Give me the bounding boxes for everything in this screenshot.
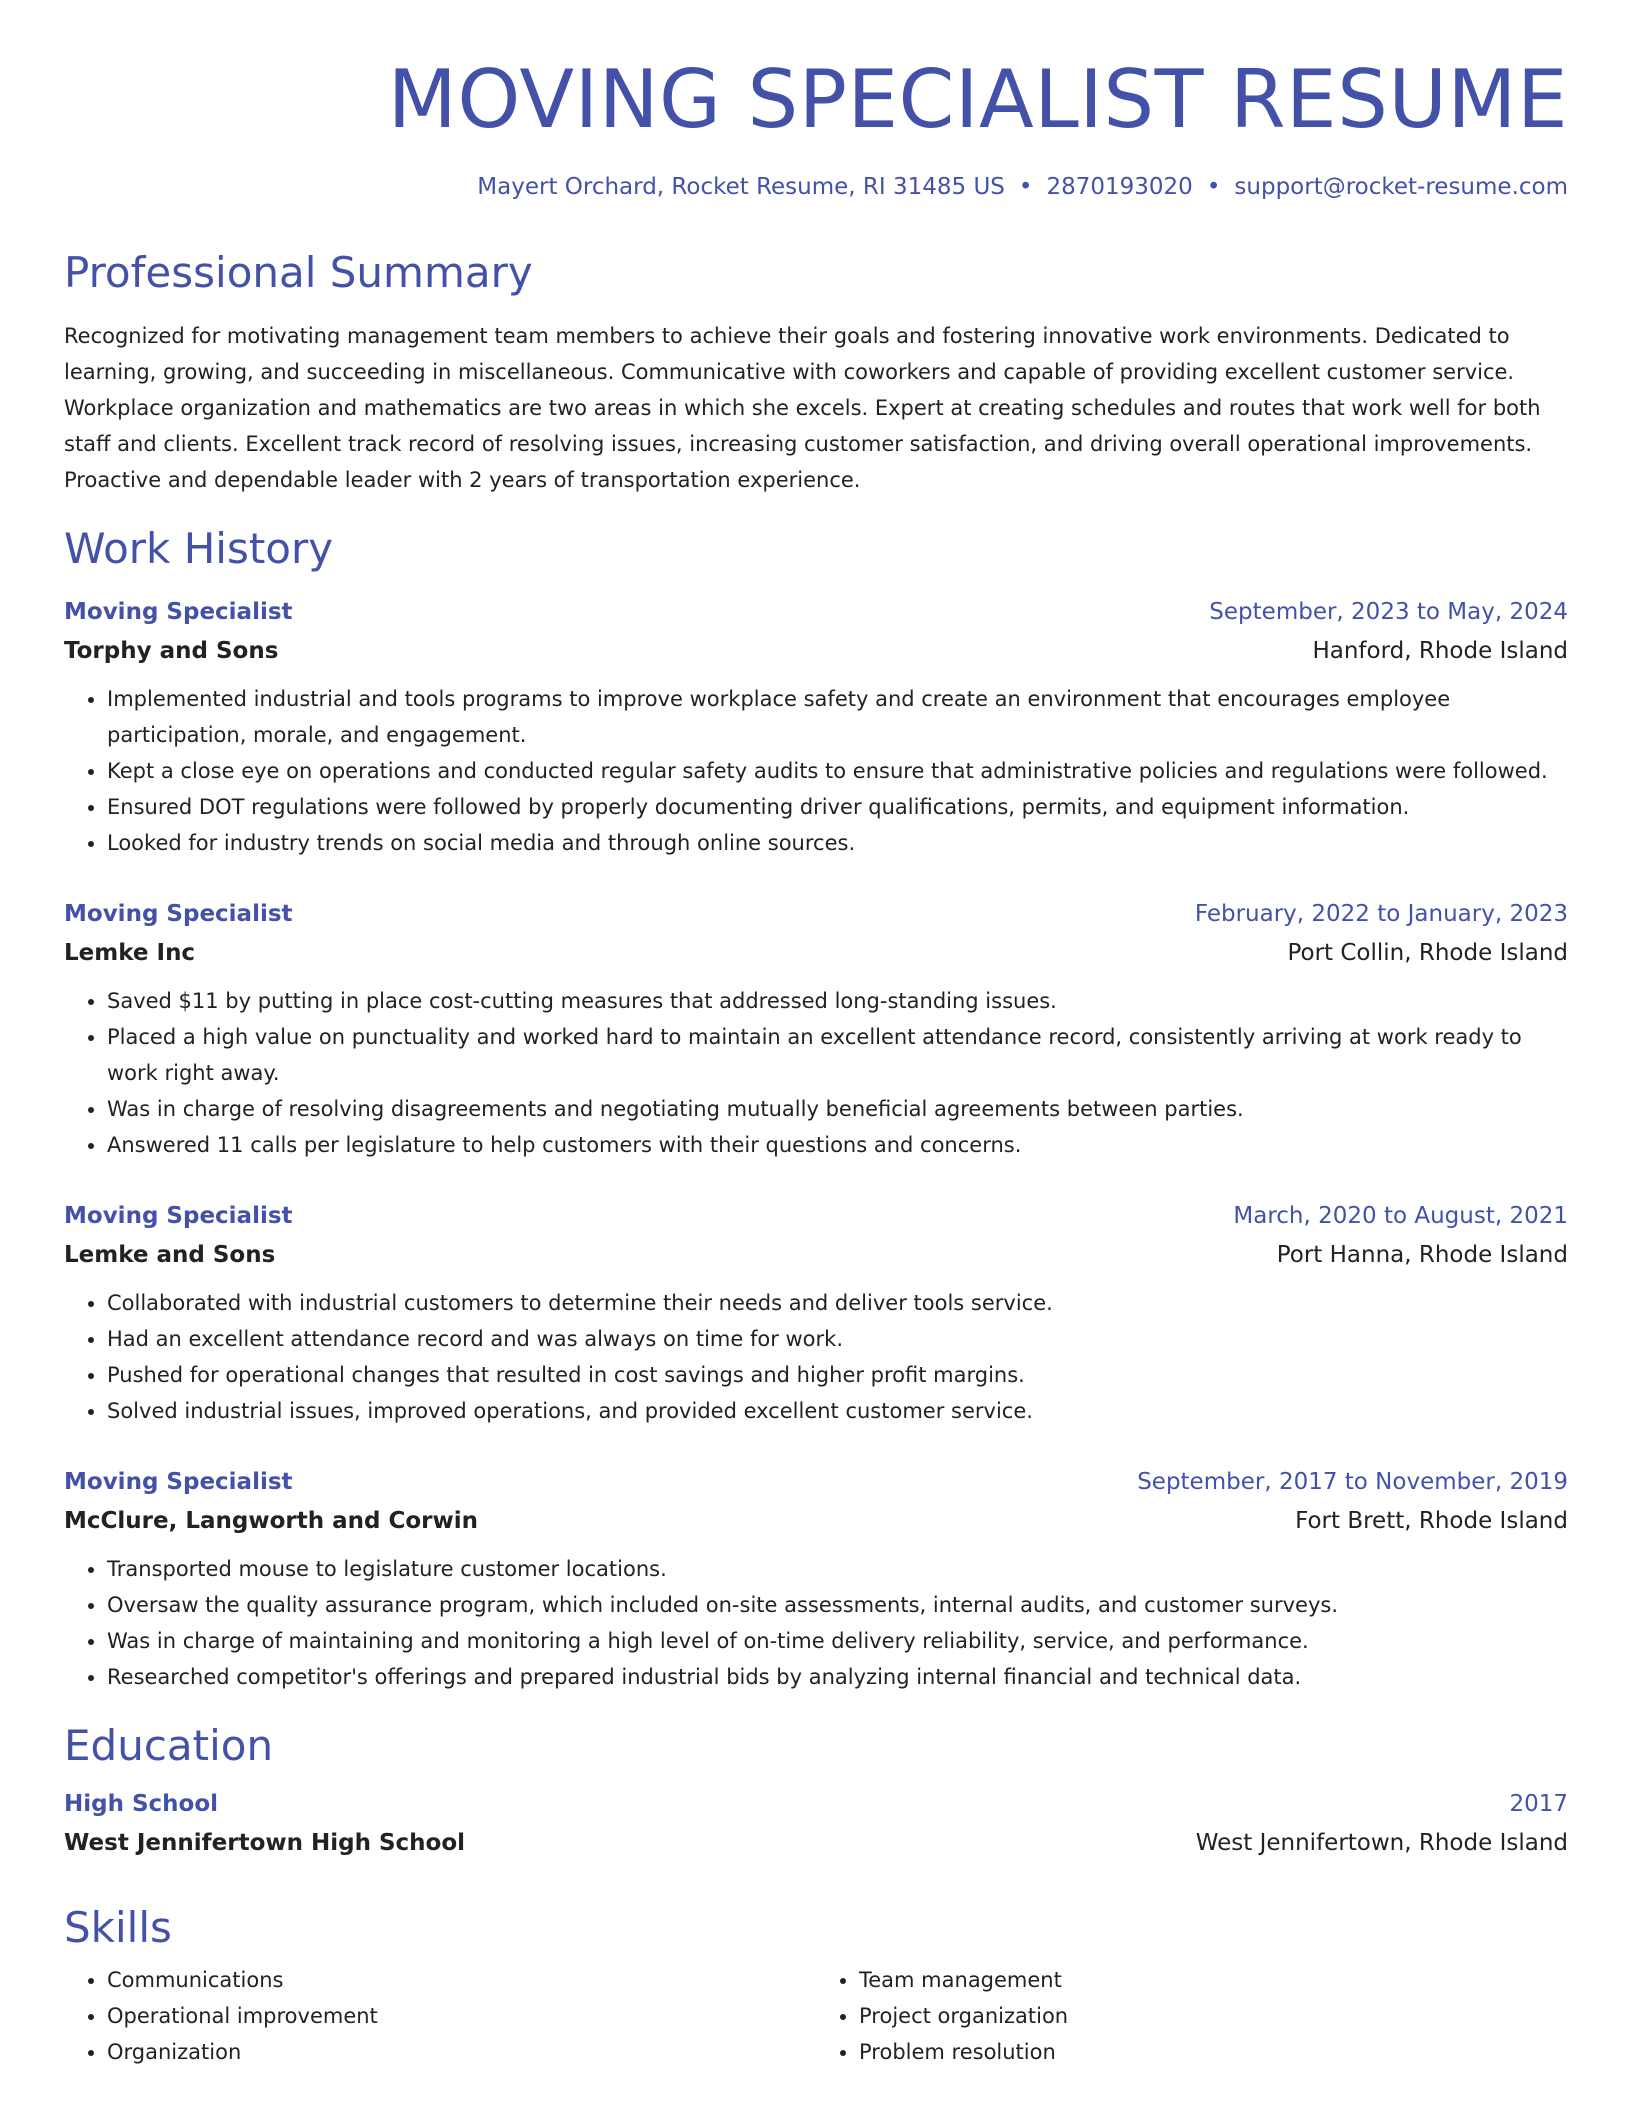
skills-list-left bbox=[64, 1962, 816, 2070]
contact-phone: 2870193020 bbox=[1046, 174, 1193, 200]
job-dates: March, 2020 to August, 2021 bbox=[1233, 1202, 1568, 1229]
job-bullet: • Ensured DOT regulations were followed by properly documenting driver qualifications, permits, and equipment information. bbox=[107, 789, 1568, 825]
job-bullet: • Transported mouse to legislature customer locations. bbox=[107, 1551, 1568, 1587]
skill-item: • Project organization bbox=[859, 1998, 1568, 2034]
job-bullet: • Was in charge of maintaining and monitoring a high level of on-time delivery reliability, service, and performance. bbox=[107, 1623, 1568, 1659]
work-history-list bbox=[64, 593, 1568, 1695]
job-bullet: • Looked for industry trends on social media and through online sources. bbox=[107, 825, 1568, 861]
job-entry bbox=[64, 1463, 1568, 1695]
contact-address: Mayert Orchard, Rocket Resume, RI 31485 US bbox=[477, 174, 1005, 200]
job-bullets bbox=[64, 1551, 1568, 1695]
job-bullet: • Solved industrial issues, improved operations, and provided excellent customer service. bbox=[107, 1393, 1568, 1429]
resume-title: MOVING SPECIALIST RESUME bbox=[387, 53, 1568, 146]
summary-text: Recognized for motivating management team members to achieve their goals and fostering innovative work environments. Dedicated to learning, growing, and succeeding in miscellaneous. Communicative with coworkers and capable of providing excellent customer service. Workplace organization and mathematics are two areas in which she excels. Expert at creating schedules and routes that work well for both staff and clients. Excellent track record of resolving issues, increasing customer satisfaction, and driving overall operational improvements. Proactive and dependable leader with 2 years of transportation experience. bbox=[64, 324, 1541, 493]
skill-item: • Problem resolution bbox=[859, 2034, 1568, 2070]
job-bullets bbox=[64, 1285, 1568, 1429]
job-location: Hanford, Rhode Island bbox=[1312, 637, 1568, 664]
skills-list-right bbox=[816, 1962, 1568, 2070]
skill-item: • Communications bbox=[107, 1962, 816, 1998]
job-bullet: • Placed a high value on punctuality and worked hard to maintain an excellent attendance record, consistently arriving at work ready to work right away. bbox=[107, 1019, 1568, 1091]
skills-heading: Skills bbox=[64, 1903, 172, 1953]
job-entry bbox=[64, 895, 1568, 1163]
skills-columns bbox=[64, 1962, 1568, 2070]
job-employer: Lemke and Sons bbox=[64, 1241, 276, 1268]
job-role: Moving Specialist bbox=[64, 1202, 293, 1229]
summary-heading: Professional Summary bbox=[64, 248, 533, 297]
job-dates: February, 2022 to January, 2023 bbox=[1194, 900, 1568, 927]
job-bullet: • Kept a close eye on operations and conducted regular safety audits to ensure that administrative policies and regulations were followed. bbox=[107, 753, 1568, 789]
job-employer: McClure, Langworth and Corwin bbox=[64, 1507, 479, 1534]
contact-email: support@rocket-resume.com bbox=[1234, 174, 1568, 200]
job-bullet: • Was in charge of resolving disagreements and negotiating mutually beneficial agreements between parties. bbox=[107, 1091, 1568, 1127]
job-bullet: • Researched competitor's offerings and prepared industrial bids by analyzing internal financial and technical data. bbox=[107, 1659, 1568, 1695]
job-dates: September, 2017 to November, 2019 bbox=[1137, 1468, 1568, 1495]
job-employer: Torphy and Sons bbox=[64, 637, 279, 664]
contact-line bbox=[64, 174, 1568, 200]
education-school: West Jennifertown High School bbox=[64, 1830, 466, 1857]
job-entry bbox=[64, 1197, 1568, 1429]
job-location: Port Hanna, Rhode Island bbox=[1276, 1241, 1568, 1268]
education-degree: High School bbox=[64, 1791, 219, 1818]
job-bullet: • Had an excellent attendance record and was always on time for work. bbox=[107, 1321, 1568, 1357]
job-location: Fort Brett, Rhode Island bbox=[1295, 1507, 1568, 1534]
job-bullet: • Collaborated with industrial customers to determine their needs and deliver tools service. bbox=[107, 1285, 1568, 1321]
job-role: Moving Specialist bbox=[64, 1468, 293, 1495]
education-location: West Jennifertown, Rhode Island bbox=[1195, 1830, 1568, 1857]
job-bullet: • Oversaw the quality assurance program, which included on-site assessments, internal audits, and customer surveys. bbox=[107, 1587, 1568, 1623]
job-location: Port Collin, Rhode Island bbox=[1287, 939, 1568, 966]
skill-item: • Team management bbox=[859, 1962, 1568, 1998]
job-bullets bbox=[64, 681, 1568, 861]
education-entry bbox=[64, 1785, 1568, 1863]
skill-item: • Operational improvement bbox=[107, 1998, 816, 2034]
job-bullet: • Answered 11 calls per legislature to help customers with their questions and concerns. bbox=[107, 1127, 1568, 1163]
skill-item: • Organization bbox=[107, 2034, 816, 2070]
contact-separator: • bbox=[1206, 174, 1221, 200]
job-employer: Lemke Inc bbox=[64, 939, 196, 966]
job-bullet: • Implemented industrial and tools programs to improve workplace safety and create an environment that encourages employee participation, morale, and engagement. bbox=[107, 681, 1568, 753]
job-entry bbox=[64, 593, 1568, 861]
job-bullets bbox=[64, 983, 1568, 1163]
job-dates: September, 2023 to May, 2024 bbox=[1209, 598, 1568, 625]
contact-separator: • bbox=[1018, 174, 1033, 200]
education-year: 2017 bbox=[1509, 1791, 1568, 1818]
education-heading: Education bbox=[64, 1720, 274, 1770]
job-bullet: • Pushed for operational changes that resulted in cost savings and higher profit margins. bbox=[107, 1357, 1568, 1393]
job-role: Moving Specialist bbox=[64, 598, 293, 625]
job-bullet: • Saved $11 by putting in place cost-cutting measures that addressed long-standing issues. bbox=[107, 983, 1568, 1019]
job-role: Moving Specialist bbox=[64, 900, 293, 927]
work-history-heading: Work History bbox=[64, 524, 334, 574]
